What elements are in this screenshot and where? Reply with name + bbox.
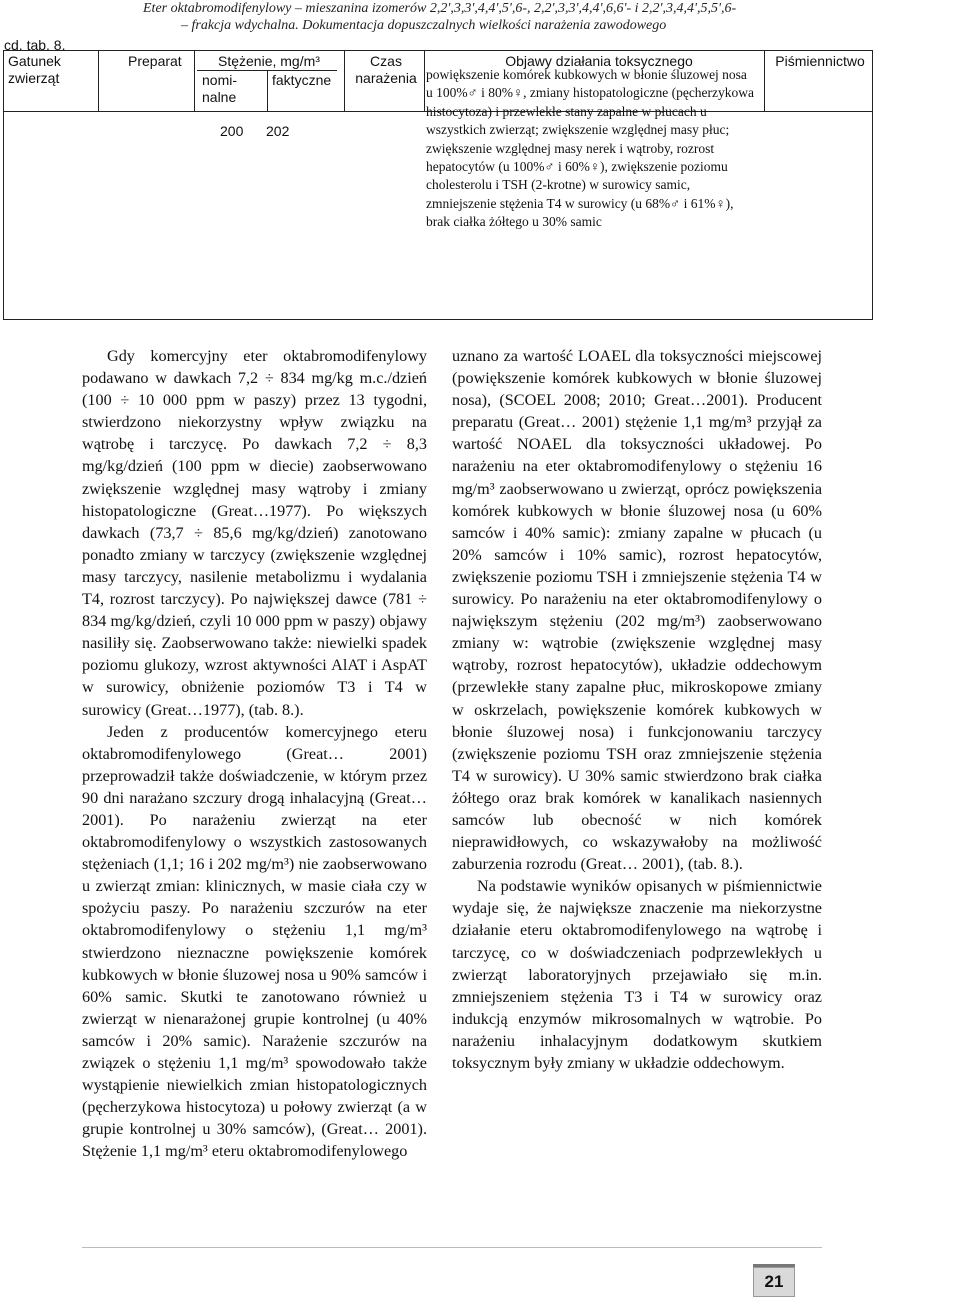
header-toxic-effects: Objawy działania toksycznego — [505, 53, 693, 69]
header-literature: Piśmiennictwo — [775, 53, 865, 69]
page-number: 21 — [753, 1267, 795, 1297]
footer-rule — [82, 1247, 822, 1248]
paragraph: Na podstawie wyników opisanych w piśmiennictwie wydaje się, że największe znaczenie ma niekorzystne działanie eteru oktabromodifenylowego na wątrobę i tarczycę, co w doświadczeniach podprzewlekłych u zwierząt laboratoryjnych przejawiało się m.in. zmniejszeniem stężenia T3 i T4 w surowicy oraz indukcją enzymów mikrosomalnych w wątrobie. Po narażeniu inhalacyjnym dodatkowym skutkiem toksycznym były zmiany w układzie oddechowym. — [452, 877, 822, 1072]
header-nominal: nomi- nalne — [202, 72, 238, 105]
table-divider — [98, 51, 99, 111]
table-divider — [267, 70, 268, 111]
table-divider — [194, 51, 195, 111]
paragraph: Jeden z producentów komercyjnego eteru oktabromodifenylowego (Great… 2001) przeprowadził także doświadczenie, w którym przez 90 dni narażano szczury drogą inhalacyjną (Great… 2001). Po narażeniu zwierząt na eter oktabromodifenylowy o wszystkich zastosowanych stężeniach (1,1; 16 i 202 mg/m³) nie zaobserwowano u zwierząt zmian: klinicznych, w masie ciała czy w spożyciu paszy. Po narażeniu szczurów na eter oktabromodifenylowy o stężeniu 1,1 mg/m³ stwierdzono nieznaczne powiększenie komórek kubkowych w błonie śluzowej nosa u 90% samców i 60% samic. Skutki te zanotowano również u zwierząt w nienarażonej grupie kontrolnej (u 40% samców i 20% samic). Narażenie szczurów na związek o stężeniu 1,1 mg/m³ spowodowało także wystąpienie niewielkich zmian histopatologicznych (pęcherzykowa histocytoza) u połowy zwierząt (a w grupie kontrolnej u 30% samców), (Great… 2001). Stężenie 1,1 mg/m³ eteru oktabromodifenylowego — [82, 722, 427, 1161]
table-continuation-label: cd. tab. 8. — [4, 37, 66, 53]
paragraph: uznano za wartość LOAEL dla toksyczności miejscowej (powiększenie komórek kubkowych w błonie śluzowej nosa), (SCOEL 2008; 2010; Great…2001). Producent preparatu (Great… 2001) stężenie 1,1 mg/m³ przyjął za wartość NOAEL dla toksyczności układowej. Po narażeniu na eter oktabromodifenylowy o stężeniu 16 mg/m³ zaobserwowano u zwierząt, oprócz powiększenia komórek kubkowych w błonie śluzowej nosa (u 60% samców i 40% samic): zmiany zapalne w płucach (u 20% samców i 10% samic), rozrost hepatocytów, zwiększenie poziomu TSH i zmniejszenie stężenia T4 w surowicy. Po narażeniu na eter oktabromodifenylowy o największym stężeniu (202 mg/m³) zaobserwowano zmiany w: wątrobie (zwiększenie względnej masy wątroby, rozrost hepatocytów), układzie oddechowym (przewlekłe stany zapalne płuc, mikroskopowe zmiany w oskrzelach, powiększenie komórek kubkowych w błonie śluzowej nosa) i funkcjonowaniu tarczycy (zwiększenie poziomu TSH oraz zmniejszenie stężenia T4 w surowicy). U 30% samic stwierdzono brak ciałka żółtego oraz brak komórek w kanalikach nasiennych samców lub obecność w nich komórek nieprawidłowych, co wskazywałoby na możliwość zaburzenia rozrodu (Great… 2001), (tab. 8.). — [452, 347, 822, 874]
cell-toxic-effects: powiększenie komórek kubkowych w błonie śluzowej nosa u 100%♂ i 80%♀, zmiany histopatologiczne (pęcherzykowa histocytoza) i przewlekłe stany zapalne w płucach u wszystkich zwierząt; zwiększenie względnej masy płuc; zwiększenie względnej masy nerek i wątroby, rozrost hepatocytów (u 100%♂ i 60%♀), zwiększenie poziomu cholesterolu i TSH (2-krotne) w surowicy samic, zmniejszenie stężenia T4 w surowicy (u 68%♂ i 61%♀), brak ciałka żółtego u 30% samic — [426, 67, 755, 230]
table-divider — [764, 51, 765, 111]
cell-actual: 202 — [266, 123, 290, 139]
table-divider — [344, 51, 345, 111]
cell-nominal: 200 — [220, 123, 244, 139]
body-column-right — [452, 345, 822, 1074]
paragraph: Gdy komercyjny eter oktabromodifenylowy podawano w dawkach 7,2 ÷ 834 mg/kg m.c./dzień (100 ÷ 10 000 ppm w paszy) przez 13 tygodni, stwierdzono niekorzystny wpływ związku na wątrobę i tarczycę. Po dawkach 7,2 ÷ 8,3 mg/kg/dzień (100 ppm w diecie) zaobserwowano zwiększenie względnej masy wątroby i zmiany histopatologiczne (Great…1977). Po większych dawkach (73,7 ÷ 85,6 mg/kg/dzień) zanotowano ponadto zmiany w tarczycy (zwiększenie względnej masy tarczycy, nasilenie metabolizmu i wydalania T4, rozrost tarczycy). Po największej dawce (781 ÷ 834 mg/kg/dzień, czyli 10 000 ppm w paszy) objawy nasiliły się. Zaobserwowano także: niewielki spadek poziomu glukozy, wzrost aktywności AlAT i AspAT w surowicy, obniżenie poziomów T3 i T4 w surowicy (Great…1977), (tab. 8.). — [82, 347, 427, 719]
header-exposure-time: Czas narażenia — [355, 53, 417, 86]
header-actual: faktyczne — [272, 72, 332, 88]
header-species: Gatunek zwierząt — [8, 53, 61, 86]
header-preparation: Preparat — [128, 53, 182, 69]
body-column-left — [82, 345, 427, 1162]
header-concentration: Stężenie, mg/m³ — [218, 53, 320, 69]
running-header — [143, 0, 943, 34]
running-header-line2: – frakcja wdychalna. Dokumentacja dopuszczalnych wielkości narażenia zawodowego — [181, 18, 667, 33]
running-header-line1: Eter oktabromodifenylowy – mieszanina izomerów 2,2',3,3',4,4',5',6-, 2,2',3,3',4,4',6,6'- i 2,2',3,4,4',5,5',6- — [143, 1, 737, 16]
table-divider — [424, 51, 425, 111]
